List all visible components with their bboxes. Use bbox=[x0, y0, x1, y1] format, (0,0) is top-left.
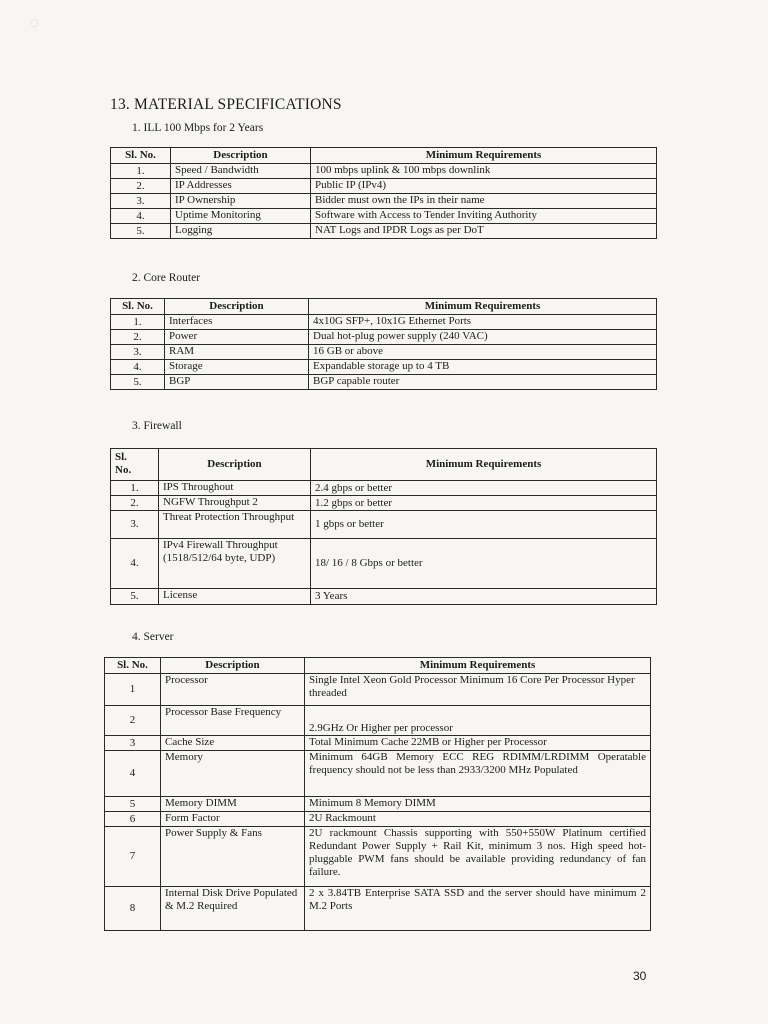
cell-description: RAM bbox=[165, 345, 309, 360]
cell-description: IPS Throughout bbox=[159, 481, 311, 496]
cell-sl-no: 8 bbox=[105, 887, 161, 931]
cell-requirement: 2 x 3.84TB Enterprise SATA SSD and the server should have minimum 2 M.2 Ports bbox=[305, 887, 651, 931]
table-row bbox=[111, 375, 657, 390]
cell-requirement: Public IP (IPv4) bbox=[311, 179, 657, 194]
table-row bbox=[105, 706, 651, 736]
cell-description: Threat Protection Throughput bbox=[159, 511, 311, 539]
cell-description: IP Ownership bbox=[171, 194, 311, 209]
cell-sl-no: 2 bbox=[105, 706, 161, 736]
cell-requirement: 18/ 16 / 8 Gbps or better bbox=[311, 539, 657, 589]
spec-table-server bbox=[104, 657, 651, 931]
page-number: 30 bbox=[633, 969, 647, 983]
cell-description: IP Addresses bbox=[171, 179, 311, 194]
table-header-row bbox=[111, 148, 657, 164]
cell-description: Processor Base Frequency bbox=[161, 706, 305, 736]
subsection-title-ill: 1. ILL 100 Mbps for 2 Years bbox=[132, 122, 264, 134]
cell-sl-no: 5 bbox=[105, 797, 161, 812]
col-header-no-part: No. bbox=[115, 464, 132, 476]
col-header-description: Description bbox=[161, 658, 305, 674]
table-row bbox=[111, 209, 657, 224]
cell-sl-no: 1. bbox=[111, 315, 165, 330]
table-row bbox=[111, 496, 657, 511]
cell-description: Cache Size bbox=[161, 736, 305, 751]
table-row bbox=[105, 797, 651, 812]
cell-sl-no: 5. bbox=[111, 589, 159, 605]
cell-requirement: 100 mbps uplink & 100 mbps downlink bbox=[311, 164, 657, 179]
cell-requirement: 2.9GHz Or Higher per processor bbox=[305, 706, 651, 736]
cell-requirement: Bidder must own the IPs in their name bbox=[311, 194, 657, 209]
cell-description: Internal Disk Drive Populated & M.2 Required bbox=[161, 887, 305, 931]
cell-requirement: 2.4 gbps or better bbox=[311, 481, 657, 496]
col-header-min-req: Minimum Requirements bbox=[311, 148, 657, 164]
cell-sl-no: 3 bbox=[105, 736, 161, 751]
cell-description: Speed / Bandwidth bbox=[171, 164, 311, 179]
cell-requirement: NAT Logs and IPDR Logs as per DoT bbox=[311, 224, 657, 239]
cell-requirement: Expandable storage up to 4 TB bbox=[309, 360, 657, 375]
table-row bbox=[105, 736, 651, 751]
cell-sl-no: 1. bbox=[111, 164, 171, 179]
spec-table-core-router bbox=[110, 298, 657, 390]
cell-sl-no: 2. bbox=[111, 496, 159, 511]
cell-requirement: Software with Access to Tender Inviting Authority bbox=[311, 209, 657, 224]
cell-sl-no: 3. bbox=[111, 511, 159, 539]
table-row bbox=[111, 345, 657, 360]
table-header-row bbox=[111, 299, 657, 315]
cell-requirement: Minimum 64GB Memory ECC REG RDIMM/LRDIMM Operatable frequency should not be less than 2933/3200 MHz Populated bbox=[305, 751, 651, 797]
cell-sl-no: 7 bbox=[105, 827, 161, 887]
cell-requirement: BGP capable router bbox=[309, 375, 657, 390]
cell-sl-no: 4. bbox=[111, 539, 159, 589]
col-header-sl-part: Sl. bbox=[115, 451, 127, 463]
cell-requirement: 16 GB or above bbox=[309, 345, 657, 360]
cell-sl-no: 4. bbox=[111, 360, 165, 375]
cell-requirement: 2U Rackmount bbox=[305, 812, 651, 827]
table-row bbox=[111, 589, 657, 605]
cell-description: Logging bbox=[171, 224, 311, 239]
cell-requirement: 1 gbps or better bbox=[311, 511, 657, 539]
table-row bbox=[105, 751, 651, 797]
cell-description: BGP bbox=[165, 375, 309, 390]
cell-sl-no: 3. bbox=[111, 345, 165, 360]
cell-description: License bbox=[159, 589, 311, 605]
table-row bbox=[111, 224, 657, 239]
cell-description: Form Factor bbox=[161, 812, 305, 827]
table-row bbox=[111, 194, 657, 209]
cell-requirement: 3 Years bbox=[311, 589, 657, 605]
cell-sl-no: 5. bbox=[111, 375, 165, 390]
table-row bbox=[111, 481, 657, 496]
table-header-row bbox=[105, 658, 651, 674]
col-header-description: Description bbox=[165, 299, 309, 315]
table-row bbox=[111, 511, 657, 539]
table-row bbox=[111, 330, 657, 345]
table-row bbox=[105, 887, 651, 931]
table-row bbox=[111, 179, 657, 194]
table-row bbox=[105, 827, 651, 887]
scan-artifact: ◌ bbox=[30, 18, 39, 29]
spec-table-ill bbox=[110, 147, 657, 239]
col-header-sl-no: Sl. No. bbox=[111, 299, 165, 315]
cell-sl-no: 4 bbox=[105, 751, 161, 797]
section-heading: 13. MATERIAL SPECIFICATIONS bbox=[110, 96, 342, 113]
col-header-min-req: Minimum Requirements bbox=[311, 449, 657, 481]
cell-sl-no: 5. bbox=[111, 224, 171, 239]
col-header-min-req: Minimum Requirements bbox=[305, 658, 651, 674]
cell-description: Processor bbox=[161, 674, 305, 706]
table-row bbox=[111, 539, 657, 589]
cell-description: Uptime Monitoring bbox=[171, 209, 311, 224]
spec-table-firewall bbox=[110, 448, 657, 605]
cell-sl-no: 2. bbox=[111, 330, 165, 345]
table-row bbox=[111, 315, 657, 330]
col-header-sl-no bbox=[111, 449, 159, 481]
cell-description: Power bbox=[165, 330, 309, 345]
cell-description: IPv4 Firewall Throughput (1518/512/64 byte, UDP) bbox=[159, 539, 311, 589]
cell-description: Storage bbox=[165, 360, 309, 375]
cell-description: Memory bbox=[161, 751, 305, 797]
col-header-description: Description bbox=[171, 148, 311, 164]
cell-requirement: 1.2 gbps or better bbox=[311, 496, 657, 511]
cell-sl-no: 3. bbox=[111, 194, 171, 209]
cell-sl-no: 6 bbox=[105, 812, 161, 827]
cell-sl-no: 4. bbox=[111, 209, 171, 224]
cell-requirement: Dual hot-plug power supply (240 VAC) bbox=[309, 330, 657, 345]
cell-sl-no: 1 bbox=[105, 674, 161, 706]
subsection-title-firewall: 3. Firewall bbox=[132, 420, 182, 432]
subsection-title-server: 4. Server bbox=[132, 631, 174, 643]
col-header-description: Description bbox=[159, 449, 311, 481]
cell-description: Interfaces bbox=[165, 315, 309, 330]
cell-description: Power Supply & Fans bbox=[161, 827, 305, 887]
table-header-row bbox=[111, 449, 657, 481]
col-header-min-req: Minimum Requirements bbox=[309, 299, 657, 315]
cell-requirement: Minimum 8 Memory DIMM bbox=[305, 797, 651, 812]
table-row bbox=[105, 674, 651, 706]
table-row bbox=[111, 164, 657, 179]
cell-sl-no: 1. bbox=[111, 481, 159, 496]
cell-requirement: 4x10G SFP+, 10x1G Ethernet Ports bbox=[309, 315, 657, 330]
table-row bbox=[111, 360, 657, 375]
table-row bbox=[105, 812, 651, 827]
subsection-title-core-router: 2. Core Router bbox=[132, 272, 201, 284]
cell-description: NGFW Throughput 2 bbox=[159, 496, 311, 511]
cell-sl-no: 2. bbox=[111, 179, 171, 194]
cell-requirement: Total Minimum Cache 22MB or Higher per Processor bbox=[305, 736, 651, 751]
col-header-sl-no: Sl. No. bbox=[105, 658, 161, 674]
cell-requirement: Single Intel Xeon Gold Processor Minimum 16 Core Per Processor Hyper threaded bbox=[305, 674, 651, 706]
cell-description: Memory DIMM bbox=[161, 797, 305, 812]
cell-requirement: 2U rackmount Chassis supporting with 550+550W Platinum certified Redundant Power Supply + Rail Kit, minimum 3 nos. High speed hot-pluggable PWM fans should be available providing redundancy of fan failure. bbox=[305, 827, 651, 887]
col-header-sl-no: Sl. No. bbox=[111, 148, 171, 164]
